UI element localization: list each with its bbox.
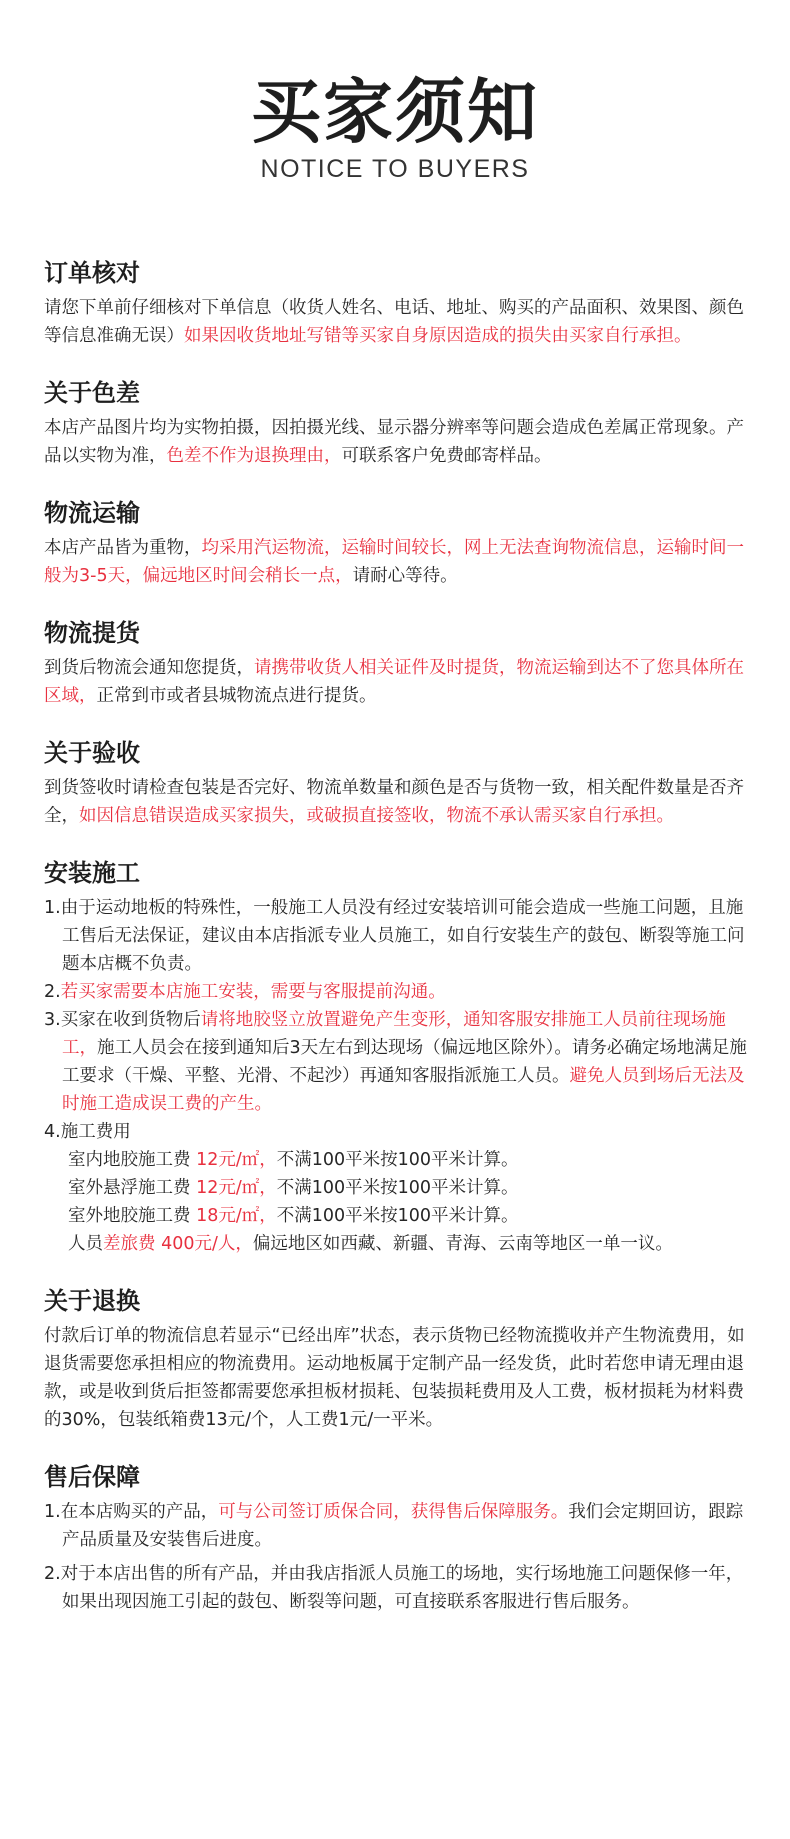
fee-line	[44, 1146, 750, 1174]
paragraph-text: 可联系客户免费邮寄样品。	[341, 446, 552, 466]
fee-label: 室外地胶施工费	[68, 1206, 197, 1226]
fee-note: 不满100平米按100平米计算。	[276, 1150, 519, 1170]
highlight-text: 均采用汽运物流，运输时间较长，网上无法查询物流信息，运输时间一般为3-5天，偏远地区时间会稍长一点，	[44, 538, 744, 586]
paragraph-text: 到货签收时请检查包装是否完好、物流单数量和颜色是否与货物一致，相关配件数量是否齐全，	[44, 778, 744, 826]
fee-price: 12元/㎡，	[196, 1150, 277, 1170]
paragraph-text: 1.在本店购买的产品，	[44, 1502, 219, 1522]
fee-note: 不满100平米按100平米计算。	[276, 1206, 519, 1226]
section-shipping	[44, 498, 750, 590]
fee-note: 不满100平米按100平米计算。	[276, 1178, 519, 1198]
paragraph-text: 施工人员会在接到通知后3天左右到达现场（偏远地区除外）。请务必确定场地满足施工要求（干燥、平整、光滑、不起沙）再通知客服指派施工人员。	[62, 1038, 747, 1086]
highlight-text: 请携带收货人相关证件及时提货，物流运输到达不了您具体所在区域，	[44, 658, 744, 706]
paragraph-text: 本店产品图片均为实物拍摄，因拍摄光线、显示器分辨率等问题会造成色差属正常现象。产品以实物为准，	[44, 418, 744, 466]
highlight-text: 避免人员到场后无法及时施工造成误工费的产生。	[62, 1066, 745, 1114]
section-paragraph	[44, 654, 750, 710]
paragraph-text: 我们会定期回访，跟踪产品质量及安装售后进度。	[62, 1502, 744, 1550]
fee-line	[44, 1202, 750, 1230]
section-title: 关于验收	[44, 739, 140, 767]
fee-line	[44, 1174, 750, 1202]
section-paragraph	[44, 414, 750, 470]
section-order-check	[44, 258, 750, 350]
list-item: 2.对于本店出售的所有产品，并由我店指派人员施工的场地，实行场地施工问题保修一年，如果出现因施工引起的鼓包、断裂等问题，可直接联系客服进行售后服务。	[44, 1564, 744, 1612]
highlight-text: 可与公司签订质保合同，获得售后保障服务。	[218, 1502, 569, 1522]
paragraph-text: 请您下单前仔细核对下单信息（收货人姓名、电话、地址、购买的产品面积、效果图、颜色等信息准确无误）	[44, 298, 744, 346]
fee-note: 偏远地区如西藏、新疆、青海、云南等地区一单一议。	[252, 1234, 673, 1254]
section-title: 订单核对	[44, 259, 140, 287]
section-title: 物流运输	[44, 499, 140, 527]
fee-price: 18元/㎡，	[196, 1206, 277, 1226]
page-header	[0, 72, 790, 184]
page-title: 买家须知	[251, 71, 539, 153]
fee-price: 差旅费 400元/人，	[103, 1234, 253, 1254]
fee-label: 人员	[68, 1234, 103, 1254]
highlight-text: 色差不作为退换理由，	[166, 446, 342, 466]
section-title: 关于退换	[44, 1287, 140, 1315]
section-paragraph	[44, 774, 750, 830]
list-item	[44, 978, 750, 1006]
highlight-text: 若买家需要本店施工安装，需要与客服提前沟通。	[60, 982, 446, 1002]
list-item	[44, 1498, 750, 1554]
list-item	[44, 1006, 750, 1118]
section-title: 售后保障	[44, 1463, 140, 1491]
section-pickup	[44, 618, 750, 710]
paragraph-text: 3.买家在收到货物后	[44, 1010, 201, 1030]
highlight-text: 如果因收货地址写错等买家自身原因造成的损失由买家自行承担。	[184, 326, 692, 346]
section-paragraph	[44, 294, 750, 350]
section-inspection	[44, 738, 750, 830]
section-paragraph	[44, 534, 750, 590]
section-title: 物流提货	[44, 619, 140, 647]
fee-line	[44, 1230, 750, 1258]
section-installation	[44, 858, 750, 1258]
item-number: 2.	[44, 982, 61, 1002]
highlight-text: 请将地胶竖立放置避免产生变形，通知客服安排施工人员前往现场施工，	[62, 1010, 726, 1058]
list-item: 1.由于运动地板的特殊性，一般施工人员没有经过安装培训可能会造成一些施工问题，且施工售后无法保证，建议由本店指派专业人员施工，如自行安装生产的鼓包、断裂等施工问题本店概不负责。	[44, 898, 745, 974]
section-color-difference	[44, 378, 750, 470]
paragraph-text: 正常到市或者县城物流点进行提货。	[96, 686, 377, 706]
fee-label: 室内地胶施工费	[68, 1150, 197, 1170]
section-returns	[44, 1286, 750, 1434]
section-title: 安装施工	[44, 859, 140, 887]
paragraph-text: 请耐心等待。	[352, 566, 458, 586]
section-after-sales	[44, 1462, 750, 1616]
section-title: 关于色差	[44, 379, 140, 407]
paragraph-text: 到货后物流会通知您提货，	[44, 658, 254, 678]
fee-price: 12元/㎡，	[196, 1178, 277, 1198]
page-subtitle: NOTICE TO BUYERS	[260, 155, 530, 183]
notice-content	[44, 258, 750, 1644]
fee-label: 室外悬浮施工费	[68, 1178, 197, 1198]
paragraph-text: 本店产品皆为重物，	[44, 538, 202, 558]
list-item: 4.施工费用	[44, 1122, 131, 1142]
section-paragraph: 付款后订单的物流信息若显示“已经出库”状态，表示货物已经物流揽收并产生物流费用，如退货需要您承担相应的物流费用。运动地板属于定制产品一经发货，此时若您申请无理由退款，或是收到货后拒签都需要您承担板材损耗、包装损耗费用及人工费，板材损耗为材料费的30%，包装纸箱费13元/个，人工费1元/一平米。	[44, 1326, 745, 1430]
highlight-text: 如因信息错误造成买家损失，或破损直接签收，物流不承认需买家自行承担。	[79, 806, 674, 826]
